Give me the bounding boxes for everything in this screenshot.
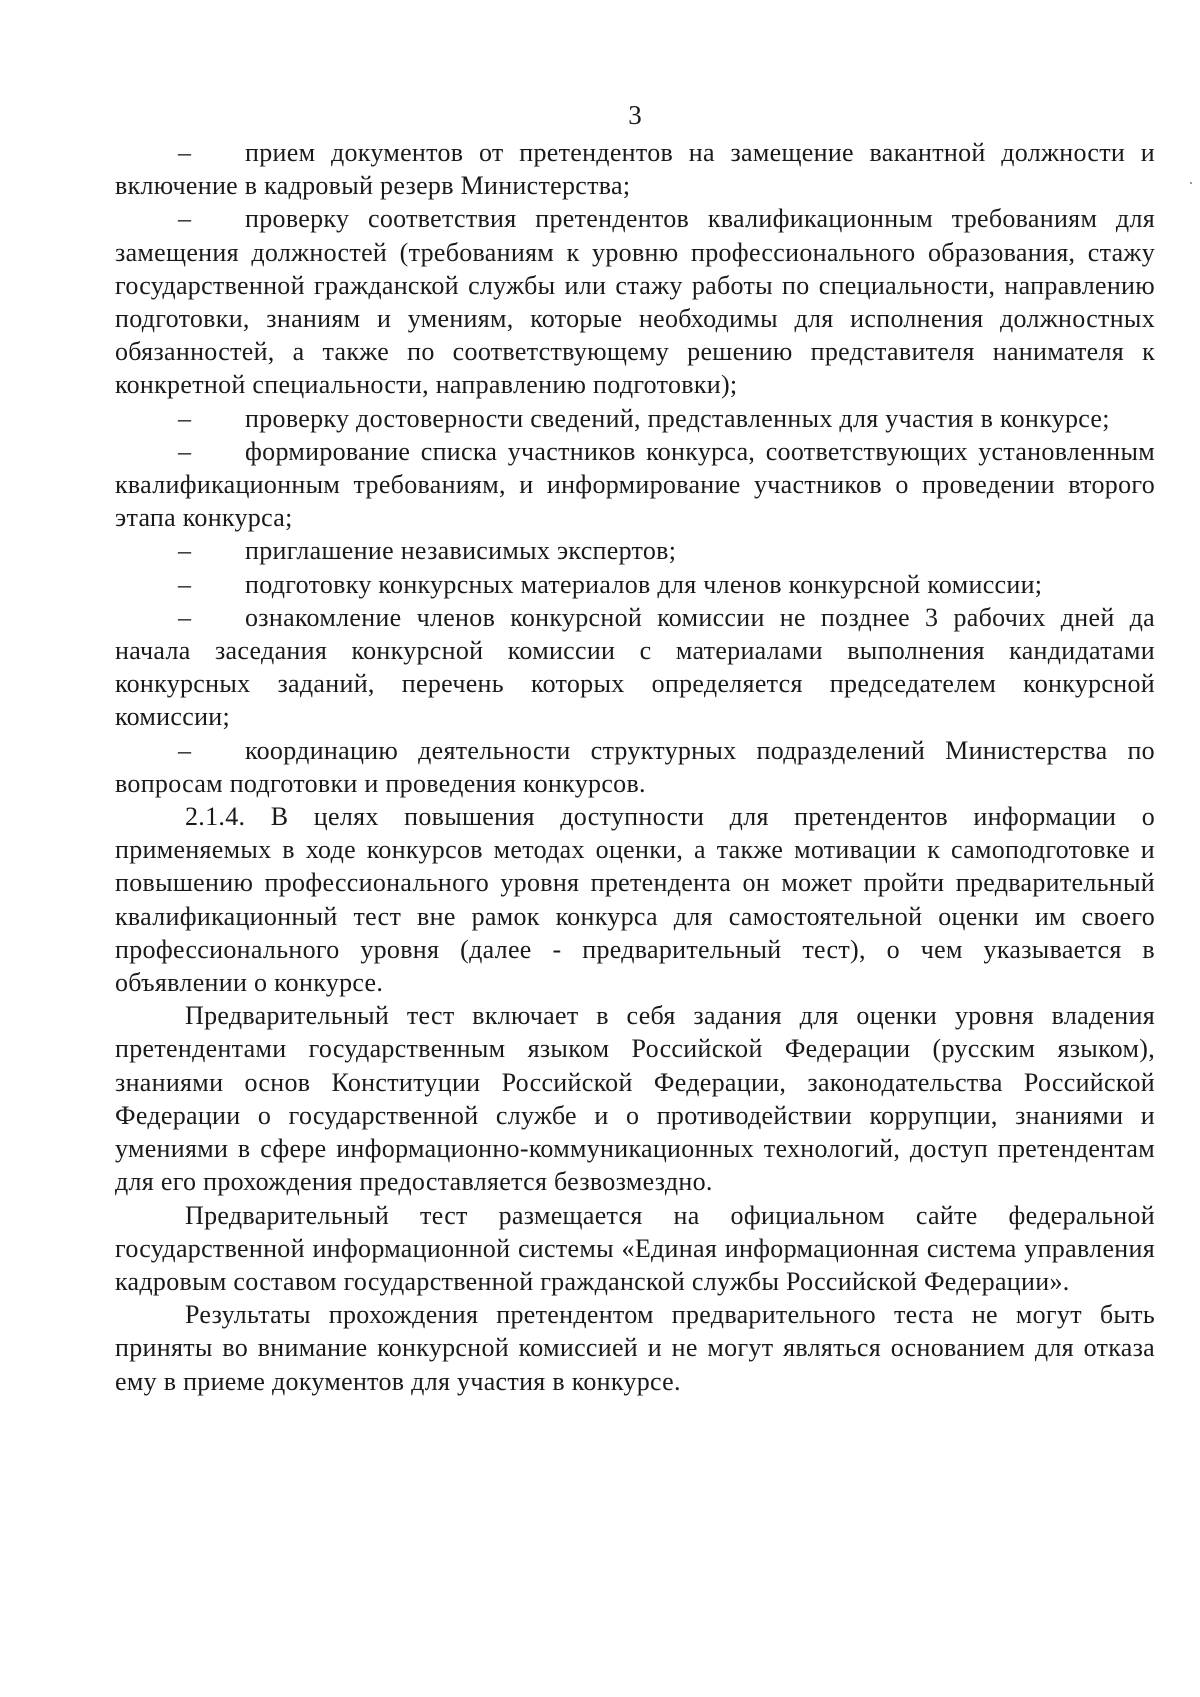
dash-marker: – [178,138,192,167]
list-item [115,402,1155,435]
list-item [115,202,1155,401]
list-item-text: приглашение независимых экспертов; [245,536,677,566]
paragraph-test-contents: Предварительный тест включает в себя задания для оценки уровня владения претендентами государственным языком Российской Федерации (русским языком), знаниями основ Конституции Российской Федерации, законодательства Российской Федерации о государственной службе и о противодействии коррупции, знаниями и умениями в сфере информационно-коммуникационных технологий, доступ претендентам для его прохождения предоставляется безвозмездно. [115,1001,1155,1197]
list-item [115,136,1155,202]
list-item [115,534,1155,567]
page-number: 3 [628,100,642,130]
list-item-text: ознакомление членов конкурсной комиссии не позднее 3 рабочих дней да начала заседания конкурсной комиссии с материалами выполнения кандидатами конкурсных заданий, перечень которых определяется председателем конкурсной комиссии; [115,602,1155,732]
paragraph-test-location: Предварительный тест размещается на официальном сайте федеральной государственной информационной системы «Единая информационная система управления кадровым составом государственной гражданской службы Российской Федерации». [115,1200,1155,1296]
list-item-text: координацию деятельности структурных подразделений Министерства по вопросам подготовки и проведения конкурсов. [115,735,1155,798]
list-item [115,568,1155,601]
paragraph-test-results: Результаты прохождения претендентом предварительного теста не могут быть приняты во внимание конкурсной комиссией и не могут являться основанием для отказа ему в приеме документов для участия в конкурсе. [115,1300,1155,1396]
list-item-text: проверку достоверности сведений, представленных для участия в конкурсе; [245,403,1110,433]
list-item-text: проверку соответствия претендентов квалификационным требованиям для замещения должностей (требованиям к уровню профессионального образования, стажу государственной гражданской службы или стажу работы по специальности, направлению подготовки, знаниям и умениям, которые необходимы для исполнения должностных обязанностей, а также по соответствующему решению представителя нанимателя к конкретной специальности, направлению подготовки); [115,204,1155,400]
dash-marker: – [178,204,192,234]
list-item [115,601,1155,734]
dash-marker: – [178,569,192,599]
document-body [115,136,1155,1398]
dash-marker: – [178,403,192,433]
scan-artifact [1190,182,1192,184]
dash-marker: – [178,536,192,566]
list-item [115,734,1155,800]
list-item-text: подготовку конкурсных материалов для членов конкурсной комиссии; [245,569,1043,599]
dash-marker: – [178,735,192,765]
dash-marker: – [178,602,192,632]
dash-marker: – [178,436,192,466]
paragraph-2-1-4: 2.1.4. В целях повышения доступности для претендентов информации о применяемых в ходе конкурсов методах оценки, а также мотивации к самоподготовке и повышению профессионального уровня претендента он может пройти предварительный квалификационный тест вне рамок конкурса для самостоятельной оценки им своего профессионального уровня (далее - предварительный тест), о чем указывается в объявлении о конкурсе. [115,802,1155,998]
list-item-text: формирование списка участников конкурса, соответствующих установленным квалификационным требованиям, и информирование участников о проведении второго этапа конкурса; [115,436,1155,533]
list-item [115,435,1155,535]
list-item-text: прием документов от претендентов на замещение вакантной должности и включение в кадровый резерв Министерства; [115,138,1155,201]
